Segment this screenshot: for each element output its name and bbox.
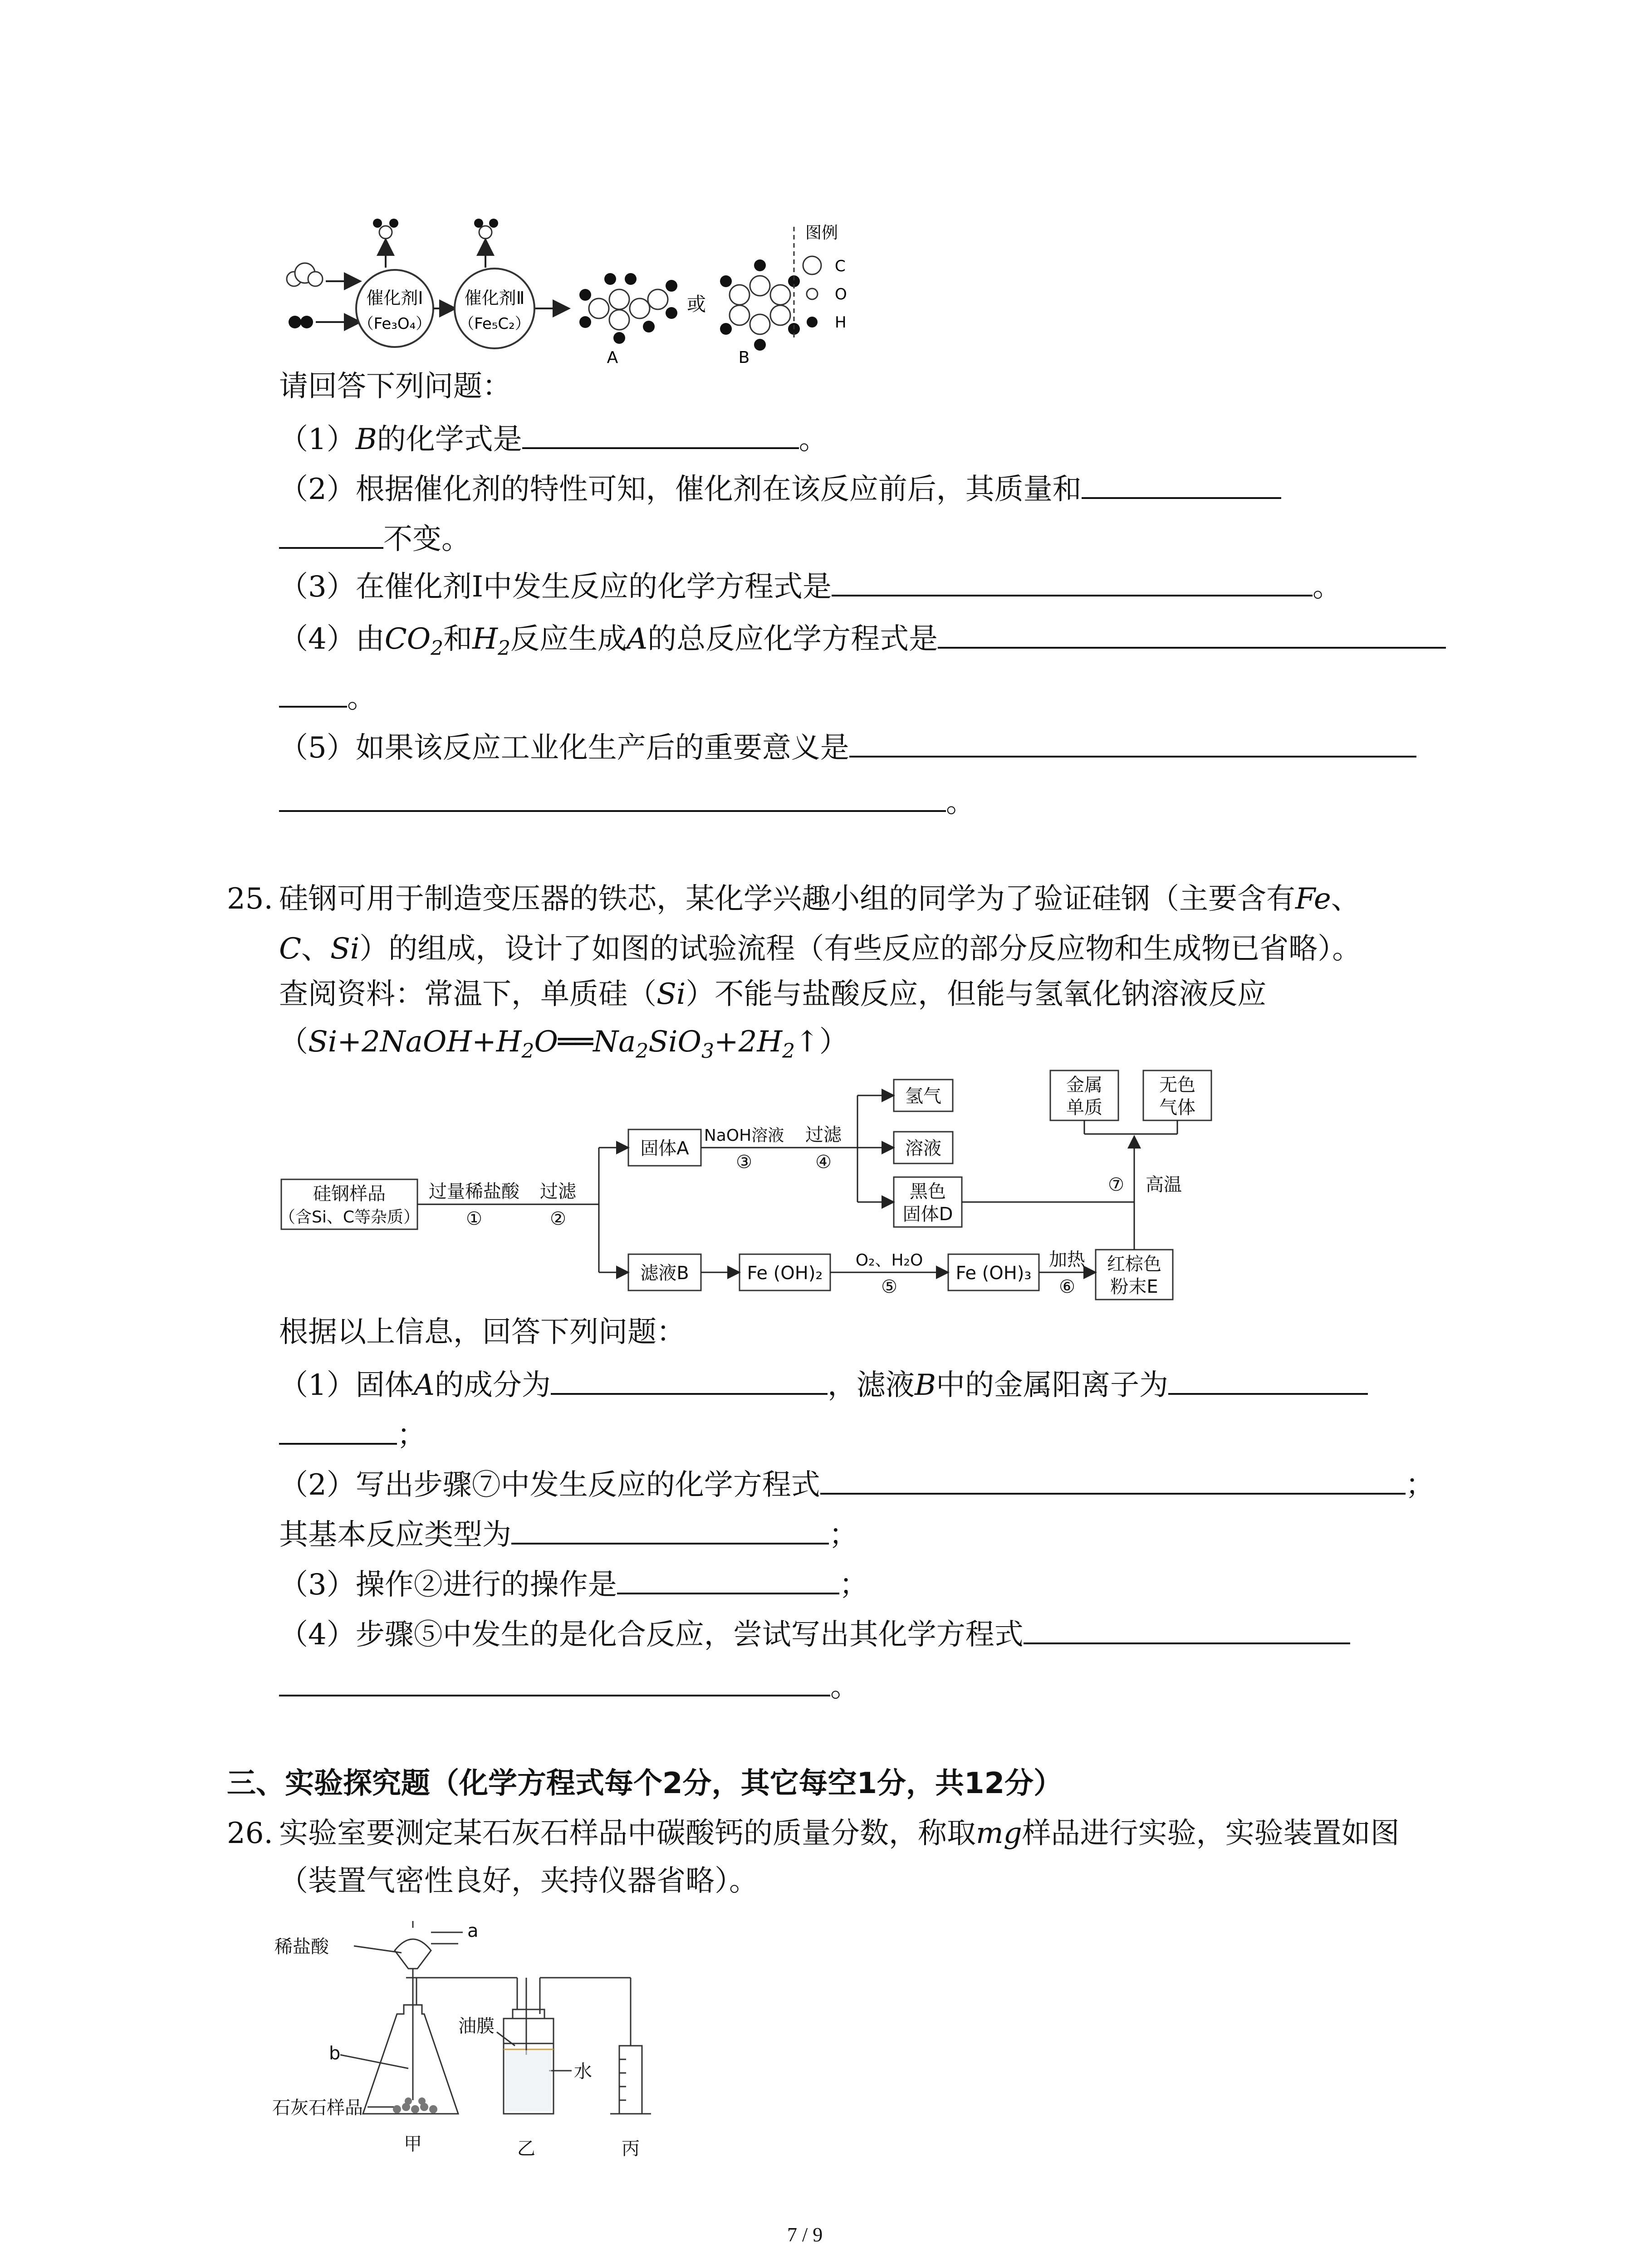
q25-part1: （1）固体A的成分为 ，滤液B中的金属阳离子为: [279, 1368, 1368, 1400]
catalyst-2-name: 催化剂Ⅱ: [464, 288, 525, 308]
silicon-steel-flowchart: [272, 1061, 1225, 1311]
step1-label: 过量稀盐酸: [429, 1181, 519, 1202]
q25-intro: 根据以上信息，回答下列问题：: [279, 1315, 686, 1349]
q24-part5-cont: 。: [279, 785, 975, 817]
answer-blank[interactable]: [279, 522, 383, 549]
product-b-molecule-icon: [720, 259, 800, 351]
answer-blank[interactable]: [938, 621, 1446, 649]
yi-label: 乙: [517, 2138, 535, 2159]
catalyst-2-circle: [455, 269, 534, 348]
q25-line2: C、Si）的组成，设计了如图的试验流程（有些反应的部分反应物和生成物已省略）。: [279, 932, 1362, 966]
q25-line1: 硅钢可用于制造变压器的铁芯，某化学兴趣小组的同学为了验证硅钢（主要含有Fe、: [279, 882, 1360, 916]
metal-label: 金属: [1066, 1075, 1102, 1095]
answer-blank[interactable]: [279, 680, 347, 708]
bing-label: 丙: [622, 2138, 640, 2159]
or-label: 或: [686, 293, 706, 315]
naoh-label: NaOH溶液: [704, 1126, 784, 1145]
answer-blank[interactable]: [820, 1467, 1406, 1495]
answer-blank[interactable]: [279, 1669, 830, 1696]
label-a: a: [467, 1921, 479, 1941]
sample-label: 石灰石样品: [272, 2097, 363, 2118]
q25-equation: $(Si+2NaOH+H_2O══Na_2SiO_3+2H_2↑)$: [279, 1025, 848, 1063]
answer-blank[interactable]: [551, 1368, 828, 1395]
black-solid-d-label: 固体D: [902, 1204, 953, 1225]
answer-blank[interactable]: [1082, 472, 1281, 499]
product-a-label: A: [607, 348, 618, 367]
q25-part4: （4）步骤⑤中发生的是化合反应，尝试写出其化学方程式: [279, 1617, 1350, 1649]
step3-number: ③: [736, 1152, 752, 1173]
high-temp-label: 高温: [1146, 1174, 1182, 1195]
q24-intro: 请回答下列问题：: [279, 370, 511, 403]
step2-number: ②: [550, 1208, 566, 1229]
legend-o-icon: [807, 288, 818, 299]
catalyst-2-formula: （Fe₅C₂）: [459, 315, 530, 333]
red-powder-e-label: 粉末E: [1110, 1276, 1158, 1297]
o2-h2o-label: O₂、H₂O: [855, 1251, 923, 1270]
answer-blank[interactable]: [832, 569, 1313, 596]
apparatus-diagram: [272, 1919, 681, 2164]
legend-title: 图例: [805, 224, 838, 242]
q24-part4: （4）由$CO_2$和$H_2$反应生成A的总反应化学方程式是: [279, 621, 1446, 659]
section-3-title: 三、实验探究题（化学方程式每个2分，其它每空1分，共12分）: [227, 1767, 1063, 1800]
step5-number: ⑤: [881, 1276, 897, 1297]
catalyst-1-circle: [356, 270, 433, 347]
gas-label: 无色: [1159, 1075, 1195, 1095]
answer-blank[interactable]: [522, 422, 799, 449]
water-molecule-icon: [373, 219, 398, 239]
label-b: b: [329, 2043, 341, 2064]
page-number: 7 / 9: [787, 2224, 823, 2246]
q25-part2: （2）写出步骤⑦中发生反应的化学方程式 ；: [279, 1468, 1435, 1502]
answer-blank[interactable]: [279, 1418, 397, 1445]
jia-label: 甲: [404, 2134, 422, 2155]
sample-label: 硅钢样品: [313, 1183, 386, 1204]
co2-molecule-icon: [287, 263, 323, 286]
step1-number: ①: [466, 1208, 482, 1229]
solution-label: 溶液: [905, 1138, 941, 1159]
product-b-label: B: [738, 348, 750, 367]
acid-label: 稀盐酸: [274, 1936, 329, 1957]
q24-part2: （2）根据催化剂的特性可知，催化剂在该反应前后，其质量和: [279, 472, 1281, 504]
answer-blank[interactable]: [279, 785, 946, 812]
q25-part2-line2: 其基本反应类型为 ；: [279, 1518, 858, 1552]
q25-part4-cont: 。: [279, 1669, 859, 1701]
feoh2-label: Fe (OH)₂: [747, 1263, 823, 1284]
q25-part3: （3）操作②进行的操作是 ；: [279, 1568, 868, 1602]
black-solid-label: 黑色: [910, 1181, 946, 1202]
q24-part4-cont: 。: [279, 680, 376, 713]
catalyst-1-formula: （Fe₃O₄）: [358, 315, 431, 333]
heat-label: 加热: [1049, 1249, 1085, 1270]
q26-number: 26.: [227, 1817, 273, 1850]
oil-label: 油膜: [458, 2016, 495, 2037]
feoh3-label: Fe (OH)₃: [955, 1263, 1032, 1284]
legend-c-label: C: [835, 257, 846, 275]
catalyst-diagram: [272, 218, 907, 367]
q24-part2-cont: 不变。: [279, 522, 470, 554]
water-label: 水: [574, 2061, 592, 2082]
legend-o-label: O: [835, 285, 847, 303]
q25-part1-cont: ；: [279, 1418, 426, 1450]
step4-number: ④: [815, 1152, 832, 1173]
q24-part5: （5）如果该反应工业化生产后的重要意义是: [279, 730, 1416, 763]
step2-label: 过滤: [540, 1181, 576, 1202]
q25-number: 25.: [227, 882, 273, 916]
hydrogen-label: 氢气: [905, 1086, 941, 1107]
legend-h-icon: [807, 317, 818, 327]
filtrate-b-label: 滤液B: [640, 1263, 689, 1284]
answer-blank[interactable]: [1024, 1617, 1350, 1644]
q24-part3: （3）在催化剂Ⅰ中发生反应的化学方程式是 。: [279, 570, 1342, 604]
legend-c-icon: [803, 256, 821, 274]
water-molecule-icon: [474, 219, 498, 239]
q25-line3: 查阅资料：常温下，单质硅（Si）不能与盐酸反应，但能与氢氧化钠溶液反应: [279, 978, 1267, 1011]
solid-a-label: 固体A: [640, 1138, 689, 1159]
red-powder-label: 红棕色: [1107, 1254, 1161, 1275]
q24-part1: （1）B的化学式是 。: [279, 423, 828, 456]
legend-h-label: H: [835, 313, 847, 332]
answer-blank[interactable]: [511, 1517, 829, 1545]
step7-number: ⑦: [1108, 1174, 1124, 1195]
q26-line1: 实验室要测定某石灰石样品中碳酸钙的质量分数，称取mg样品进行实验，实验装置如图: [279, 1817, 1400, 1850]
answer-blank[interactable]: [849, 730, 1416, 758]
q26-line2: （装置气密性良好，夹持仪器省略）。: [279, 1864, 758, 1898]
answer-blank[interactable]: [617, 1567, 839, 1594]
step6-number: ⑥: [1059, 1276, 1075, 1297]
answer-blank[interactable]: [1168, 1368, 1368, 1395]
metal-label-2: 单质: [1066, 1097, 1102, 1118]
h2-molecule-icon: [289, 316, 313, 328]
product-a-molecule-icon: [579, 273, 677, 344]
gas-label-2: 气体: [1159, 1097, 1195, 1118]
sample-impurity: （含Si、C等杂质）: [279, 1208, 420, 1227]
filter-label: 过滤: [805, 1124, 842, 1145]
catalyst-1-name: 催化剂Ⅰ: [366, 288, 423, 308]
